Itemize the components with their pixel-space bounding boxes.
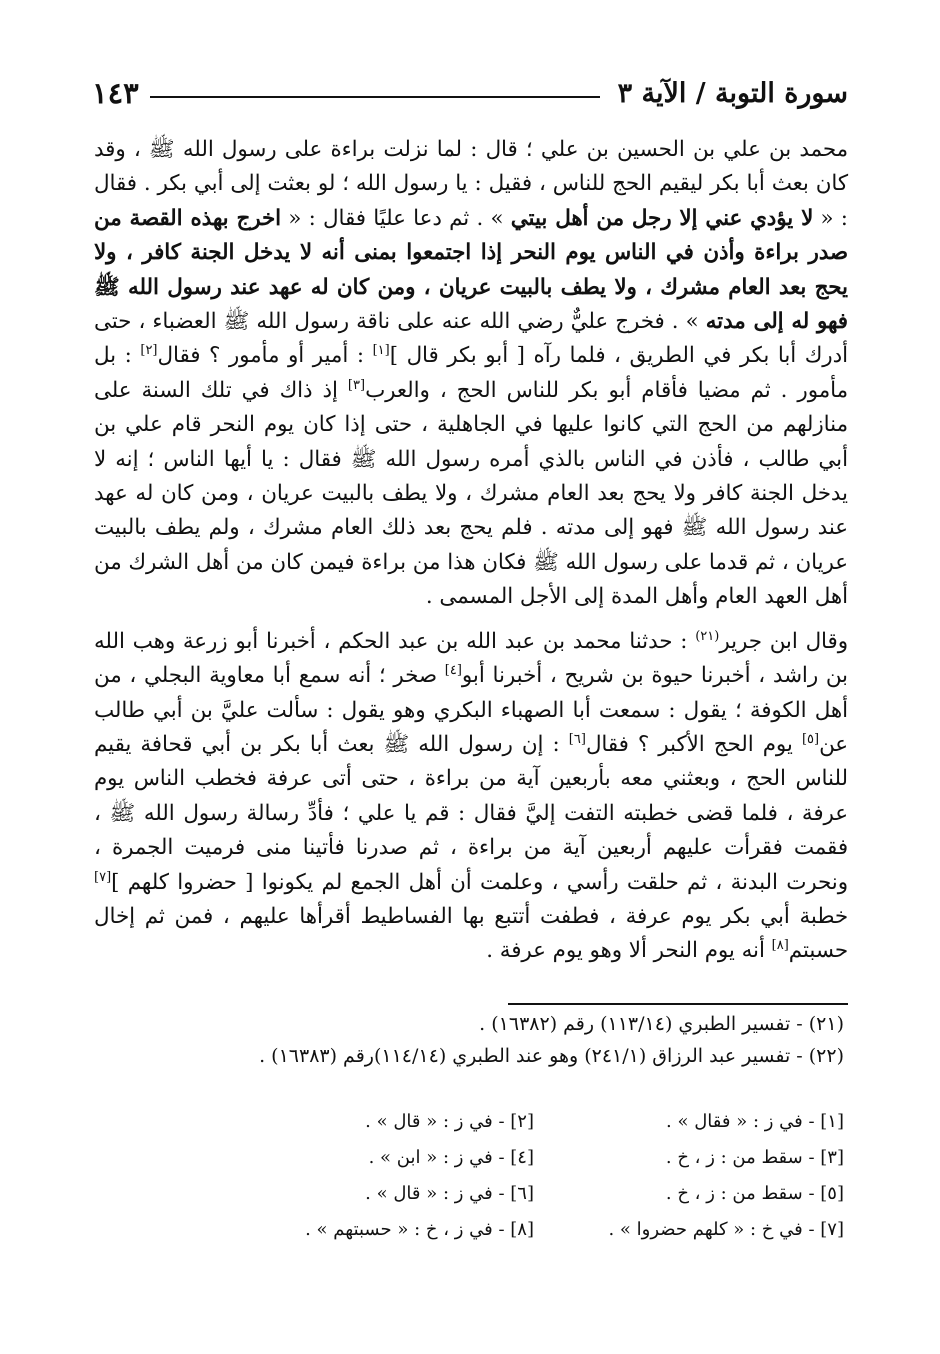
paragraph-2: [94, 625, 848, 969]
text-segment: خطبة أبي بكر يوم عرفة ، فطفت أتتبع بها الفساطيط أقرأها عليهم ، فمن ثم إخال حسبتم: [94, 903, 848, 964]
variant-note: [٢] - في ز : « قال » .: [365, 1111, 534, 1132]
variant-note: [٧] - في خ : « كلهم حضروا » .: [608, 1219, 844, 1240]
footnote-rule: [508, 1003, 848, 1005]
page-header: [92, 72, 848, 112]
source-ref: (٢١): [695, 628, 720, 644]
note-ref: [٨]: [771, 938, 789, 954]
bold-quote: اخرج بهذه القصة من صدر براءة وأذن في الناس يوم النحر إذا اجتمعوا بمنى أنه لا يدخل الجنة كافر ، ولا يحج بعد العام مشرك ، ولا يطف بالبيت عريان ، ومن كان له عهد عند رسول الله ﷺ فهو له إلى مدته: [94, 205, 848, 335]
variant-note: [٣] - سقط من : ز ، خ .: [665, 1147, 844, 1168]
source-footnote: (٢٢) - تفسير عبد الرزاق (٢٤١/١) وهو عند الطبري (١١٤/١٤)رقم (١٦٣٨٣) .: [259, 1045, 844, 1067]
text-segment: أنه يوم النحر ألا وهو يوم عرفة .: [486, 938, 772, 964]
note-ref: [٤]: [444, 663, 462, 678]
note-ref: [٦]: [568, 731, 586, 747]
text-segment: محمد بن علي بن الحسين بن علي ؛ قال : لما نزلت براءة على رسول الله ﷺ ، وقد كان بعث أبا بكر ليقيم الحج للناس ، فقيل : يا رسول الله ؛ لو بعثت إلى أبي بكر . فقال : «: [94, 137, 848, 231]
variant-note: [٨] - في ز ، خ : « حسبتهم » .: [305, 1219, 534, 1240]
variant-note: [٥] - سقط من : ز ، خ .: [665, 1183, 844, 1204]
text-segment: » . ثم دعا عليًا فقال : «: [281, 205, 511, 231]
variant-notes: [224, 1108, 844, 1244]
note-ref: [٢]: [140, 343, 158, 359]
text-segment: صخر ؛ أنه سمع أبا معاوية البجلي ، من أهل الكوفة ؛ يقول : سمعت أبا الصهباء البكري وهو يقول : سألت عليَّ بن أبي طالب عن: [94, 663, 848, 757]
text-segment: وقال ابن جرير: [719, 628, 848, 654]
text-segment: : حدثنا محمد بن عبد الله بن عبد الحكم ، أخبرنا أبو زرعة وهب الله بن راشد ، أخبرنا حيوة بن شريح ، أخبرنا أبو: [94, 628, 848, 689]
main-text: [94, 133, 848, 969]
variant-note: [٤] - في ز : « ابن » .: [368, 1147, 534, 1168]
page-number: ١٤٣: [92, 76, 139, 110]
text-segment: : إن رسول الله ﷺ بعث أبا بكر بن أبي قحافة يقيم للناس الحج ، وبعثني معه بأربعين آية من براءة ، حتى أتى عرفة فخطب الناس يوم عرفة ، فلما قضى خطبته التفت إليَّ فقال : قم يا علي ؛ فأدِّ رسالة رسول الله ﷺ ، فقمت فقرأت عليهم أربعين آية من براءة ، ثم صدرنا فأتينا منى فرميت الجمرة ، ونحرت البدنة ، ثم حلقت رأسي ، وعلمت أن أهل الجمع لم يكونوا [ حضروا كلهم ]: [94, 731, 848, 895]
note-ref: [١]: [372, 343, 390, 359]
header-rule: [150, 96, 600, 98]
variant-note: [٦] - في ز : « قال » .: [365, 1183, 534, 1204]
note-ref: [٧]: [94, 869, 112, 885]
text-segment: » . فخرج عليٌّ رضي الله عنه على ناقة رسول الله ﷺ العضباء ، حتى أدرك أبا بكر في الطريق ، فلما رآه [ أبو بكر قال ]: [94, 309, 848, 369]
bold-quote: لا يؤدي عني إلا رجل من أهل بيتي: [510, 205, 814, 231]
text-segment: يوم الحج الأكبر ؟ فقال: [585, 731, 802, 757]
note-ref: [٣]: [347, 377, 366, 393]
text-segment: : أمير أو مأمور ؟ فقال: [157, 343, 373, 369]
text-segment: إذ ذاك في تلك السنة على منازلهم من الحج التي كانوا عليها في الجاهلية ، حتى إذا كان يوم النحر قام علي بن أبي طالب ، فأذن في الناس بالذي أمره رسول الله ﷺ فقال : يا أيها الناس ؛ إنه لا يدخل الجنة كافر ولا يحج بعد العام مشرك ، ولا يطف بالبيت عريان ، ومن كان له عهد عند رسول الله ﷺ فهو إلى مدته . فلم يحج بعد ذلك العام مشرك ، ولم يطف بالبيت عريان ، ثم قدما على رسول الله ﷺ فكان هذا من براءة فيمن كان من أهل الشرك من أهل العهد العام وأهل المدة إلى الأجل المسمى .: [94, 377, 848, 610]
text-segment: : بل مأمور . ثم مضيا فأقام أبو بكر للناس الحج ، والعرب: [94, 343, 849, 403]
source-footnote: (٢١) - تفسير الطبري (١١٣/١٤) رقم (١٦٣٨٢) .: [479, 1013, 844, 1035]
surah-title: سورة التوبة / الآية ٣: [617, 78, 848, 109]
variant-note: [١] - في ز : « فقال » .: [666, 1111, 844, 1132]
note-ref: [٥]: [801, 731, 820, 747]
paragraph-1: [94, 133, 848, 615]
